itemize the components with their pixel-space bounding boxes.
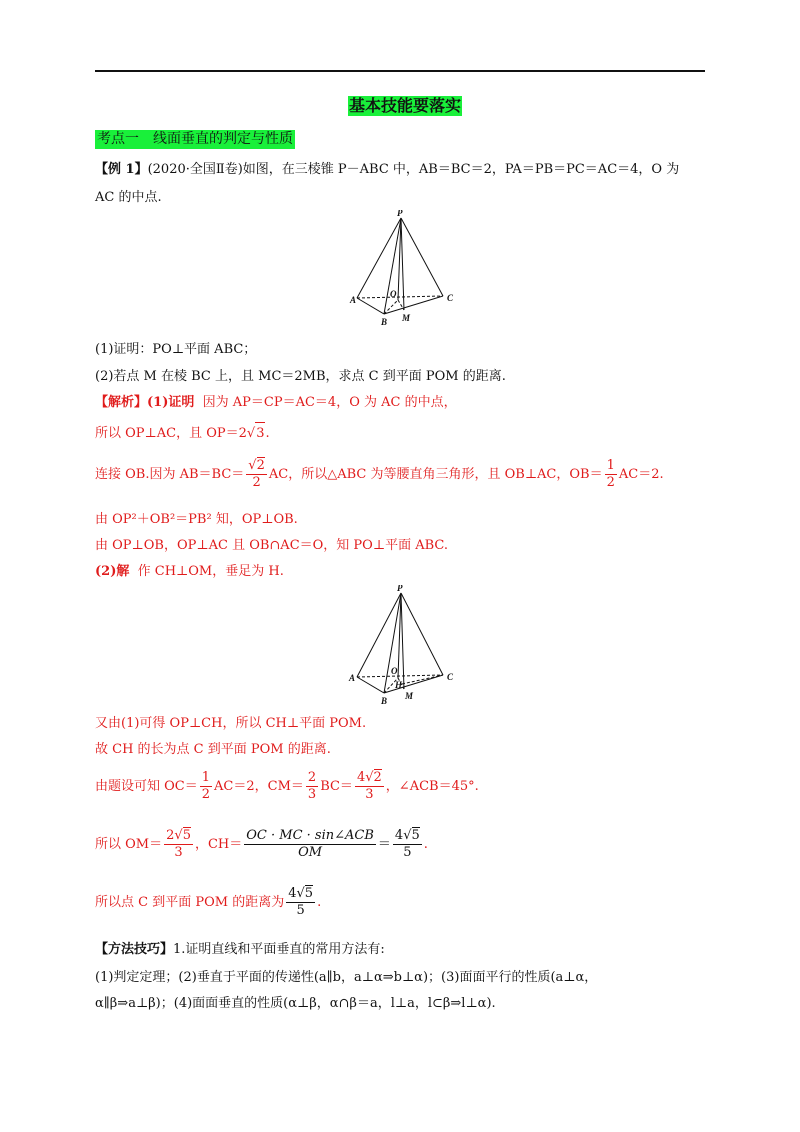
fig2-label-m: M [405, 691, 414, 701]
frac-num: 1 [606, 458, 615, 473]
solution-line-2: 所以 OP⊥AC，且 OP＝2√ 3 . [95, 422, 270, 445]
frac-num: OC · MC · sin∠ACB [246, 828, 374, 843]
solution-text-9c: BC＝ [320, 778, 353, 794]
frac-den: 3 [307, 787, 317, 802]
example-stem-line1 [95, 160, 679, 180]
solution-text-3c: AC＝2. [618, 466, 664, 482]
fig2-label-b: B [381, 696, 388, 706]
frac-den: 5 [403, 845, 412, 860]
method-title: 1.证明直线和平面垂直的常用方法有: [173, 942, 385, 957]
solution-line-10 [95, 828, 428, 861]
solution-text-1: 因为 AP＝CP＝AC＝4，O 为 AC 的中点， [202, 395, 457, 410]
method-line-1: (1)判定定理；(2)垂直于平面的传递性(a∥b，a⊥α⇒b⊥α)；(3)面面平行的性质(a⊥α， [95, 970, 598, 985]
fig2-label-o: O [391, 666, 398, 676]
fig1-label-c: C [447, 293, 454, 303]
fraction-1-over-2 [605, 458, 617, 491]
top-rule [95, 70, 705, 72]
fraction-2-over-3 [306, 770, 318, 803]
fraction-2sqrt5-over-3: $\frac{2√5}{3}$ [166, 828, 191, 860]
solution-line-4: 由 OP²＋OB²＝PB² 知，OP⊥OB. [95, 512, 298, 527]
solution-text-10c: . [423, 836, 428, 852]
solution-text-11b: . [317, 894, 322, 910]
solution-line-7: 又由(1)可得 OP⊥CH，所以 CH⊥平面 POM. [95, 716, 367, 731]
fig1-label-a: A [350, 295, 357, 305]
topic-label: 考点一 线面垂直的判定与性质 [97, 131, 293, 147]
method-tag: 【方法技巧】 [95, 942, 174, 957]
frac-num-rad: 5 [411, 828, 420, 843]
solution-line-8: 故 CH 的长为点 C 到平面 POM 的距离. [95, 742, 331, 757]
question-2: (2)若点 M 在棱 BC 上，且 MC＝2MB，求点 C 到平面 POM 的距离. [95, 369, 506, 384]
pyramid-figure-1 [340, 210, 470, 330]
frac-den: 2 [201, 787, 211, 802]
solution-text-9d: ，∠ACB＝45°. [385, 778, 479, 794]
solution-line-1 [95, 393, 457, 413]
fig1-label-b: B [381, 317, 388, 327]
solution-text-9a: 由题设可知 OC＝ [95, 778, 198, 794]
solution-text-3b: AC，所以△ABC 为等腰直角三角形，且 OB⊥AC，OB＝ [268, 466, 603, 482]
solution-text-9b: AC＝2，CM＝ [214, 778, 304, 794]
fraction-4sqrt5-over-5: $\frac{4√5}{5}$ [288, 886, 314, 918]
frac-num-coef: 4 [356, 770, 366, 785]
question-1: (1)证明：PO⊥平面 ABC； [95, 342, 257, 357]
frac-num: 1 [201, 770, 211, 785]
solution-text-10b: ，CH＝ [194, 836, 243, 852]
equals-sign: ＝ [377, 836, 391, 852]
solution-text-6: 作 CH⊥OM，垂足为 H. [137, 564, 284, 579]
frac-den: OM [298, 845, 323, 860]
example-stem-text: 如图，在三棱锥 P－ABC 中，AB＝BC＝2，PA＝PB＝PC＝AC＝4，O 为 [242, 162, 680, 177]
method-line-2: α∥β⇒a⊥β)；(4)面面垂直的性质(α⊥β，α∩β＝a，l⊥a，l⊂β⇒l⊥α). [95, 996, 496, 1011]
example-source: (2020·全国Ⅱ卷) [147, 162, 243, 177]
solution-text-10a: 所以 OM＝ [95, 836, 163, 852]
frac-num-rad: 5 [182, 828, 191, 843]
fig2-label-c: C [447, 672, 454, 682]
frac-num-coef: 2 [166, 828, 175, 843]
solution-text-2: 所以 OP⊥AC，且 OP＝2 [95, 426, 247, 441]
frac-num: 2 [307, 770, 317, 785]
frac-num: 2 [256, 458, 265, 473]
pyramid-figure-2 [340, 585, 470, 710]
example-stem-line2: AC 的中点. [95, 190, 162, 205]
frac-num-rad: 2 [373, 770, 382, 785]
frac-den: 3 [174, 845, 183, 860]
frac-den: 3 [365, 787, 374, 802]
solution-text-3a: 连接 OB.因为 AB＝BC＝ [95, 466, 245, 482]
fig1-label-p: P [397, 210, 403, 218]
example-tag: 【例 1】 [95, 162, 148, 177]
fraction-1-over-2 [200, 770, 212, 803]
frac-den: 2 [606, 475, 615, 490]
frac-num-coef: 4 [288, 886, 297, 901]
solution-line-11 [95, 886, 321, 919]
part1-label: (1)证明 [147, 395, 195, 410]
solution-line-3 [95, 458, 664, 491]
frac-den: 2 [252, 475, 261, 490]
fraction-ch-formula [244, 828, 376, 861]
fraction-4sqrt5-over-5: $\frac{4√5}{5}$ [394, 828, 420, 860]
fig1-label-o: O [390, 289, 397, 299]
method-heading [95, 940, 385, 960]
frac-num-coef: 4 [394, 828, 404, 843]
solution-line-5: 由 OP⊥OB，OP⊥AC 且 OB∩AC＝O，知 PO⊥平面 ABC. [95, 538, 448, 553]
solution-line-6 [95, 562, 284, 582]
fig2-label-p: P [397, 585, 403, 593]
solution-line-9 [95, 770, 479, 803]
solution-tag: 【解析】 [95, 395, 148, 410]
fraction-4sqrt2-over-3: $\frac{4√2}{3}$ [356, 770, 382, 802]
frac-num-rad: 5 [304, 886, 314, 901]
fig1-label-m: M [402, 313, 411, 323]
frac-den: 5 [296, 903, 305, 918]
section-title: 基本技能要落实 [349, 96, 462, 115]
fig2-label-h: H [395, 680, 403, 690]
sqrt-3-radicand: 3 [255, 422, 265, 445]
fraction-sqrt2-over-2: $\frac{√2}{2}$ [248, 458, 265, 490]
solution-text-11a: 所以点 C 到平面 POM 的距离为 [95, 894, 285, 910]
sqrt-3: √ 3 [247, 422, 266, 445]
part2-label: (2)解 [95, 564, 130, 579]
fig2-label-a: A [349, 673, 356, 683]
